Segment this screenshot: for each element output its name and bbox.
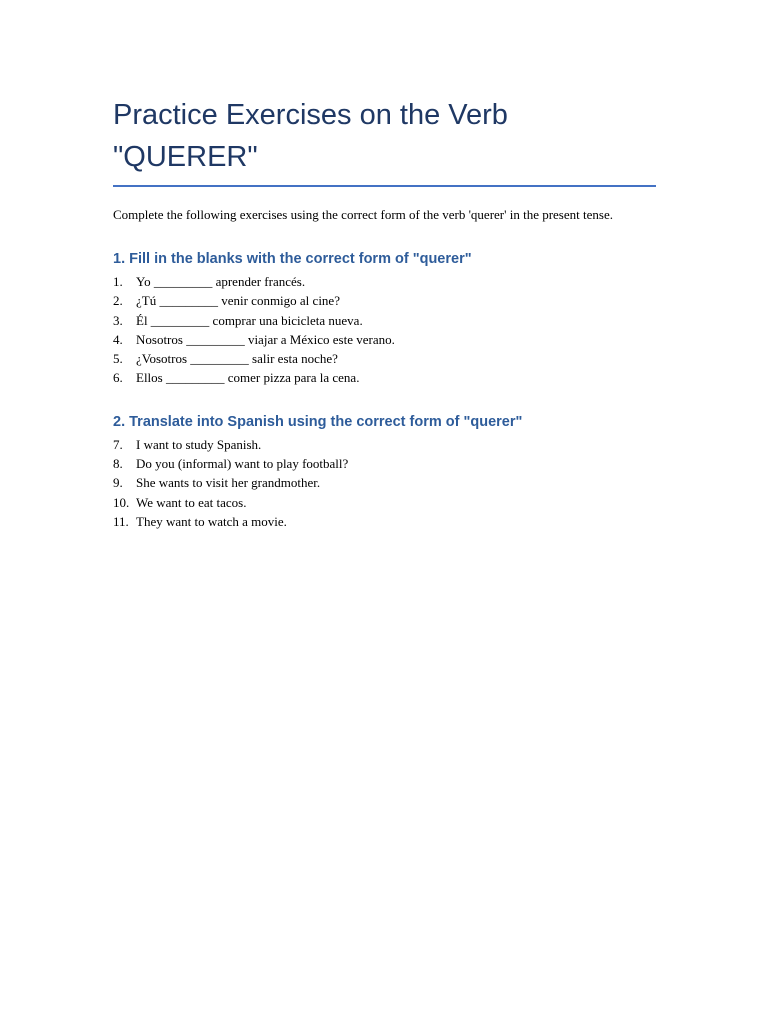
list-item: [113, 493, 656, 512]
item-number: 11.: [113, 513, 129, 529]
title-line-2: "QUERER": [113, 141, 258, 173]
list-item: [113, 454, 656, 473]
item-number: 1.: [113, 274, 123, 289]
item-text: ¿Tú _________ venir conmigo al cine?: [136, 293, 340, 309]
list-item: [113, 349, 656, 368]
exercise-list-translate: [113, 435, 656, 531]
list-item: [113, 368, 656, 387]
exercise-list-fill-blanks: [113, 272, 656, 388]
section-heading-translate: 2. Translate into Spanish using the correct form of "querer": [113, 413, 523, 430]
item-text: They want to watch a movie.: [136, 513, 287, 529]
item-number: 6.: [113, 370, 123, 386]
item-text: Do you (informal) want to play football?: [136, 456, 349, 472]
list-item: [113, 435, 656, 454]
item-text: Ellos _________ comer pizza para la cena.: [136, 370, 360, 386]
item-text: Él _________ comprar una bicicleta nueva.: [136, 312, 363, 328]
list-item: [113, 272, 656, 291]
item-text: I want to study Spanish.: [136, 436, 262, 452]
item-number: 4.: [113, 331, 123, 347]
item-number: 3.: [113, 312, 123, 328]
section-heading-fill-blanks: 1. Fill in the blanks with the correct form of "querer": [113, 251, 472, 267]
item-number: 8.: [113, 456, 123, 472]
item-text: Nosotros _________ viajar a México este verano.: [136, 331, 395, 347]
item-text: We want to eat tacos.: [136, 494, 247, 510]
item-text: Yo _________ aprender francés.: [136, 274, 306, 289]
item-text: ¿Vosotros _________ salir esta noche?: [136, 351, 338, 367]
page-title: [113, 94, 656, 184]
list-item: [113, 330, 656, 349]
list-item: [113, 473, 656, 492]
item-number: 7.: [113, 436, 123, 452]
item-text: She wants to visit her grandmother.: [136, 475, 321, 491]
list-item: [113, 291, 656, 310]
title-line-1: Practice Exercises on the Verb: [113, 99, 508, 131]
list-item: [113, 311, 656, 330]
item-number: 5.: [113, 351, 123, 367]
item-number: 2.: [113, 293, 123, 309]
title-underline: [113, 185, 656, 187]
item-number: 10.: [113, 494, 130, 510]
intro-paragraph: Complete the following exercises using the correct form of the verb 'querer' in the present tense.: [113, 207, 613, 222]
document-page: [113, 94, 656, 531]
item-number: 9.: [113, 475, 123, 491]
list-item: [113, 512, 656, 531]
